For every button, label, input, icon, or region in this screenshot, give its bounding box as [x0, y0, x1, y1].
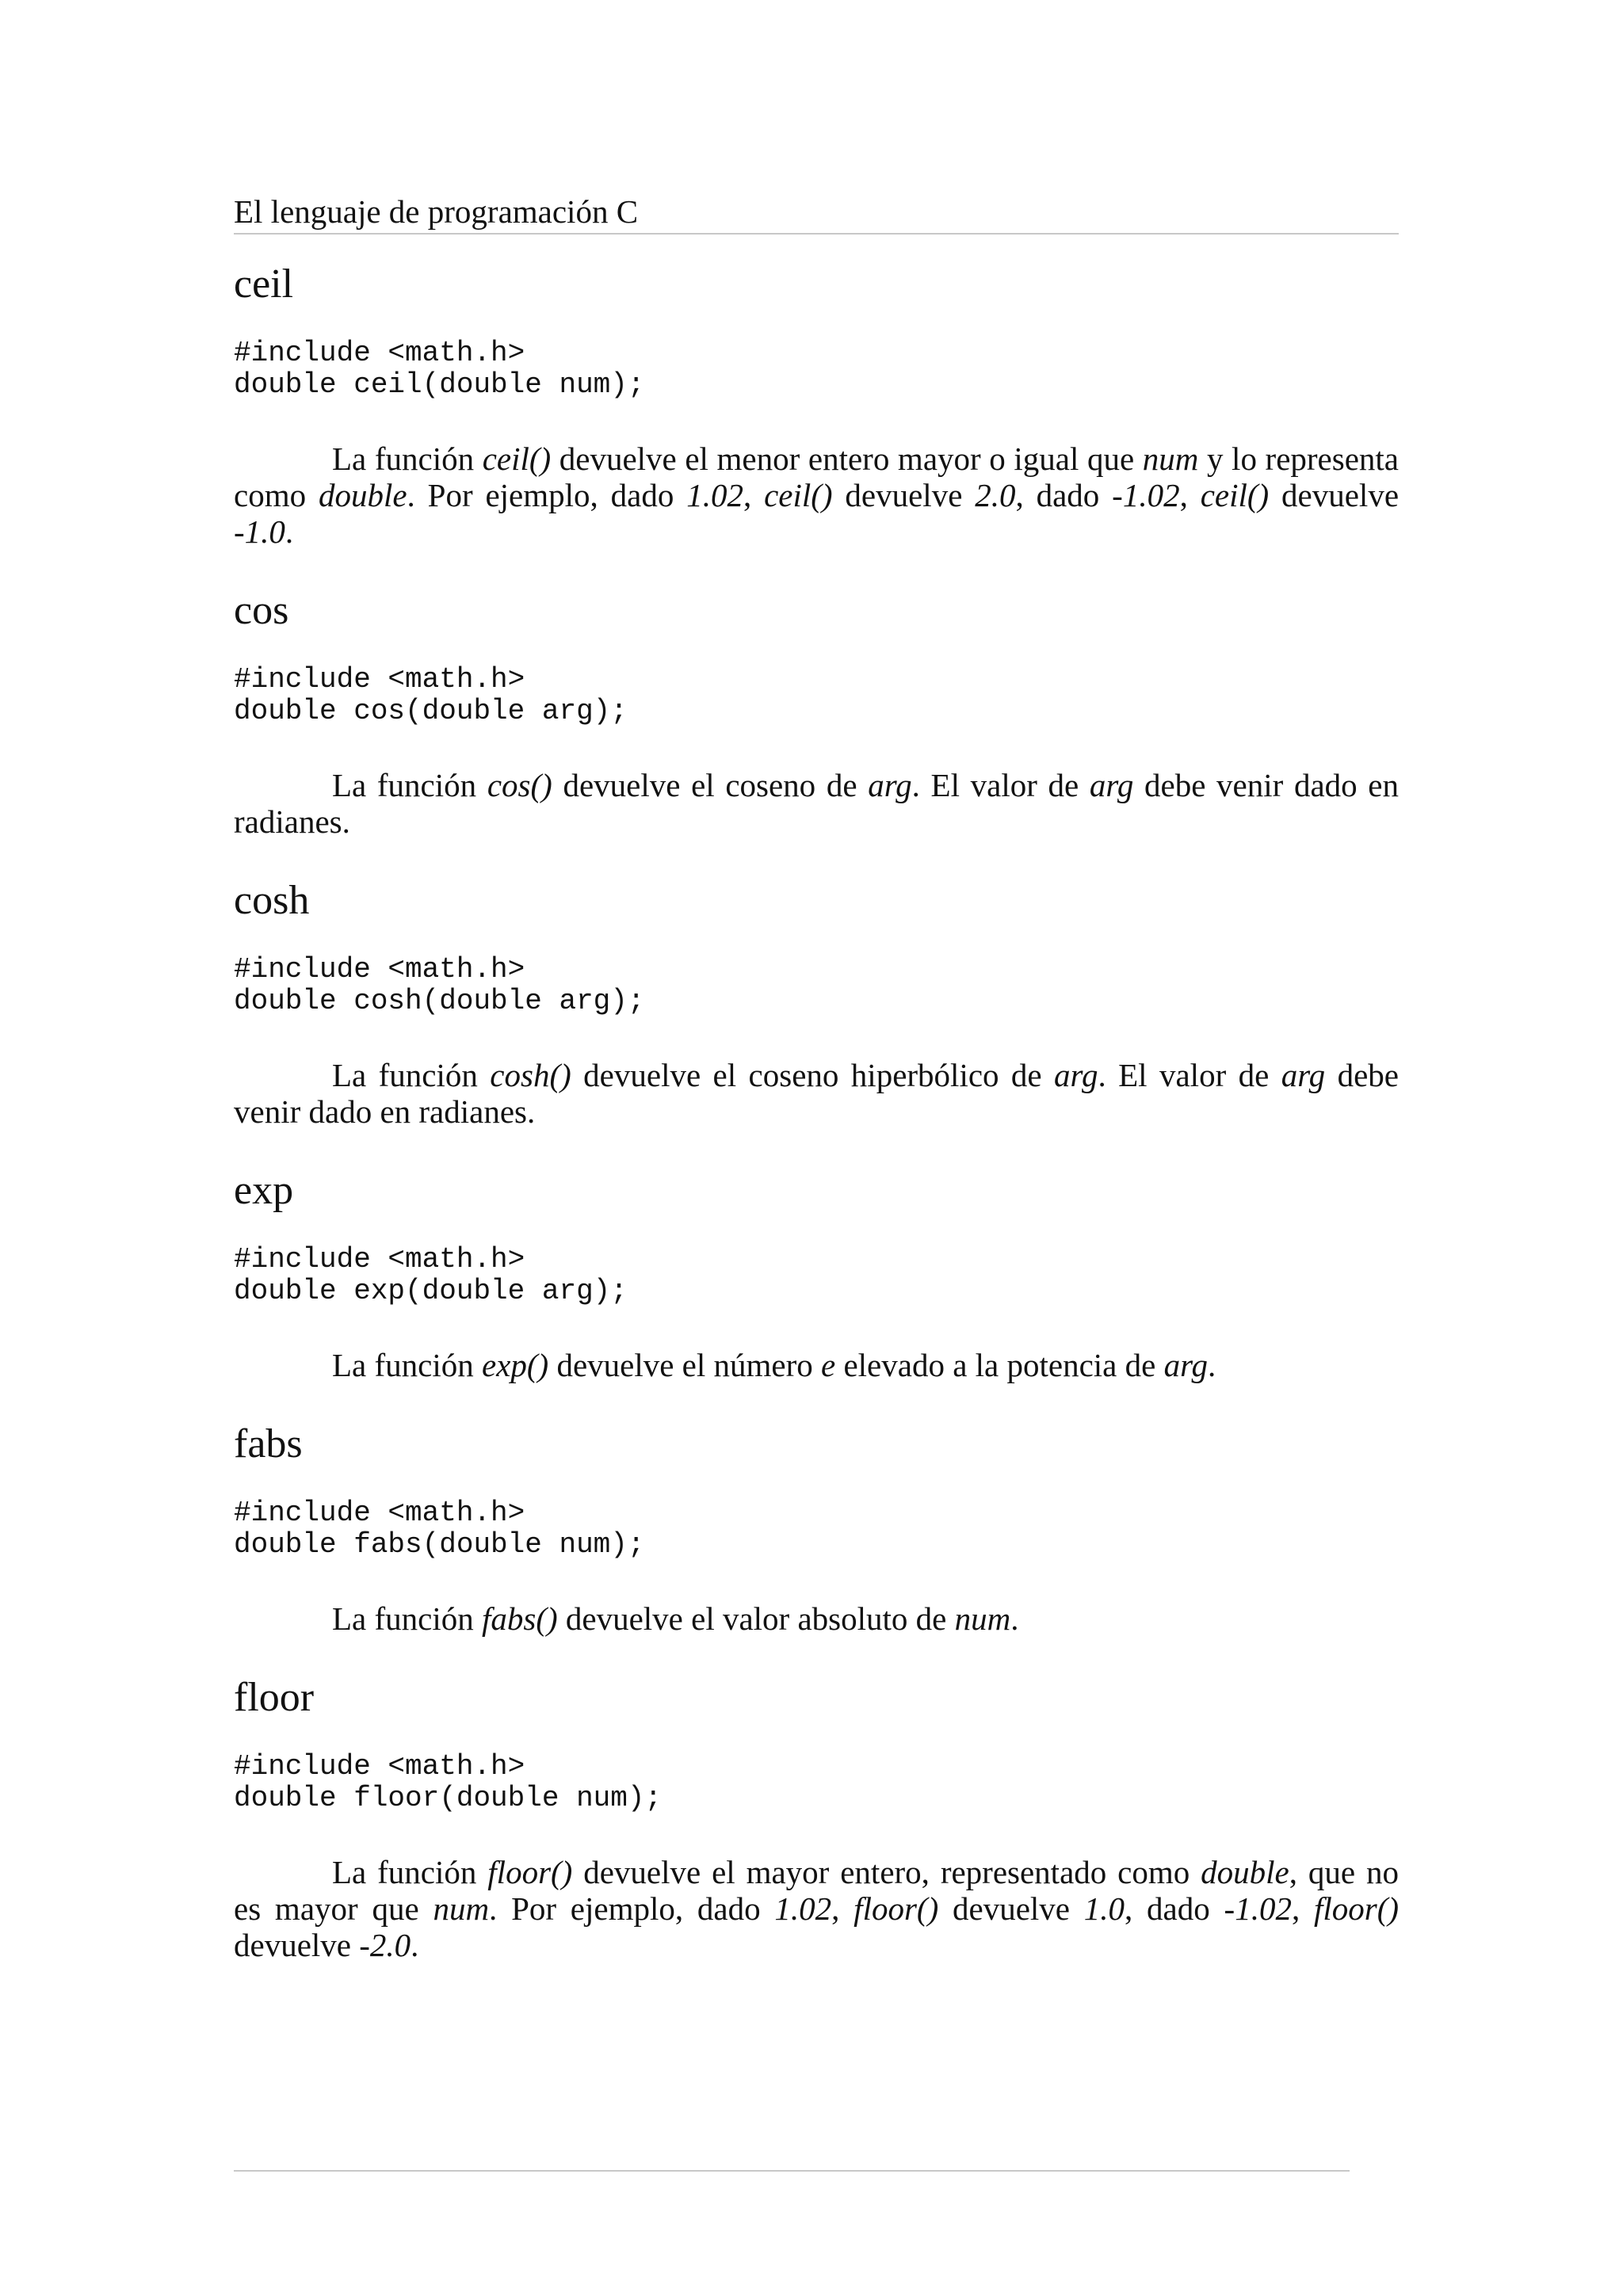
italic-term: floor() — [854, 1890, 939, 1927]
text-run: devuelve el mayor entero, representado como — [572, 1854, 1201, 1890]
text-run: La función — [332, 1057, 491, 1093]
document-page — [234, 0, 1399, 2296]
text-run: devuelve el número — [548, 1347, 822, 1383]
italic-term: floor() — [1313, 1890, 1400, 1927]
description-paragraph — [234, 1854, 1399, 1963]
text-run: devuelve - — [234, 1927, 370, 1963]
italic-term: 1.02 — [1235, 1890, 1292, 1927]
italic-term: arg — [1089, 767, 1134, 803]
section-title: fabs — [234, 1421, 303, 1466]
italic-term: double — [1201, 1854, 1289, 1890]
italic-term: 1.0 — [244, 513, 285, 550]
section-title: floor — [234, 1675, 315, 1720]
code-line: #include <math.h> — [234, 953, 525, 986]
code-line: double floor(double num); — [234, 1782, 663, 1814]
text-run: , — [831, 1890, 854, 1927]
description-paragraph — [234, 767, 1399, 840]
italic-term: 1.02 — [774, 1890, 832, 1927]
italic-term: ceil() — [482, 441, 552, 477]
italic-term: exp() — [481, 1347, 549, 1383]
description-paragraph — [234, 1347, 1399, 1383]
text-run: , dado - — [1125, 1890, 1235, 1927]
code-block — [234, 954, 1399, 1017]
text-run: devuelve - — [234, 477, 1400, 550]
italic-term: arg — [1281, 1057, 1326, 1093]
code-line: #include <math.h> — [234, 1243, 525, 1276]
italic-term: num — [954, 1600, 1011, 1637]
function-section-floor — [234, 1672, 1399, 1963]
code-line: #include <math.h> — [234, 663, 525, 696]
code-line: double ceil(double num); — [234, 368, 645, 401]
italic-term: 1.02 — [686, 477, 743, 513]
italic-term: arg — [1054, 1057, 1098, 1093]
section-title: ceil — [234, 261, 294, 307]
italic-term: fabs() — [481, 1600, 558, 1637]
function-section-cos — [234, 585, 1399, 840]
description-paragraph — [234, 1057, 1399, 1130]
italic-term: cos() — [487, 767, 552, 803]
text-run: elevado a la potencia de — [835, 1347, 1164, 1383]
code-line: double exp(double arg); — [234, 1275, 628, 1307]
italic-term: arg — [1163, 1347, 1209, 1383]
italic-term: floor() — [487, 1854, 573, 1890]
code-block — [234, 1497, 1399, 1561]
function-section-ceil — [234, 258, 1399, 550]
code-block — [234, 1751, 1399, 1814]
function-section-cosh — [234, 875, 1399, 1130]
italic-term: arg — [868, 767, 912, 803]
text-run: y lo representa como — [234, 441, 1399, 513]
text-run: debe venir dado en radianes. — [234, 1057, 1399, 1130]
text-run: . — [1010, 1600, 1019, 1637]
text-run: devuelve el valor absoluto de — [557, 1600, 955, 1637]
text-run: devuelve el coseno de — [552, 767, 869, 803]
text-run: devuelve — [938, 1890, 1084, 1927]
italic-term: e — [821, 1347, 836, 1383]
code-line: #include <math.h> — [234, 1750, 525, 1783]
text-run: devuelve el coseno hiperbólico de — [571, 1057, 1055, 1093]
code-block — [234, 1244, 1399, 1307]
section-title: cosh — [234, 878, 310, 923]
code-block — [234, 338, 1399, 401]
italic-term: num — [1142, 441, 1199, 477]
code-line: double fabs(double num); — [234, 1528, 645, 1561]
italic-term: 1.0 — [1083, 1890, 1125, 1927]
code-block — [234, 664, 1399, 727]
function-section-exp — [234, 1165, 1399, 1383]
section-title: cos — [234, 588, 289, 633]
italic-term: 2.0 — [975, 477, 1016, 513]
text-run: La función — [332, 1347, 482, 1383]
text-run: . — [285, 513, 294, 550]
text-run: devuelve — [832, 477, 976, 513]
text-run: La función — [332, 1854, 488, 1890]
text-run: , — [1291, 1890, 1314, 1927]
page-content — [234, 258, 1399, 1998]
italic-term: 2.0 — [369, 1927, 411, 1963]
italic-term: ceil() — [1200, 477, 1270, 513]
text-run: . El valor de — [1098, 1057, 1281, 1093]
text-run: . — [411, 1927, 419, 1963]
description-paragraph — [234, 1600, 1399, 1637]
function-section-fabs — [234, 1418, 1399, 1637]
footer-rule — [234, 2170, 1350, 2172]
running-header: El lenguaje de programación C — [234, 192, 1399, 235]
code-line: #include <math.h> — [234, 1497, 525, 1529]
code-line: double cosh(double arg); — [234, 985, 645, 1017]
text-run: , dado - — [1015, 477, 1123, 513]
code-line: double cos(double arg); — [234, 695, 628, 727]
italic-term: 1.02 — [1122, 477, 1180, 513]
text-run: , que no es mayor que — [234, 1854, 1399, 1927]
text-run: . Por ejemplo, dado — [489, 1890, 775, 1927]
text-run: . Por ejemplo, dado — [407, 477, 687, 513]
text-run: La función — [332, 441, 483, 477]
text-run: , — [743, 477, 765, 513]
text-run: La función — [332, 1600, 482, 1637]
section-title: exp — [234, 1168, 294, 1213]
text-run: debe venir dado en radianes. — [234, 767, 1400, 840]
text-run: , — [1179, 477, 1201, 513]
description-paragraph — [234, 441, 1399, 550]
italic-term: num — [433, 1890, 490, 1927]
code-line: #include <math.h> — [234, 337, 525, 369]
text-run: . — [1208, 1347, 1216, 1383]
italic-term: double — [318, 477, 407, 513]
text-run: La función — [332, 767, 487, 803]
italic-term: ceil() — [764, 477, 833, 513]
text-run: devuelve el menor entero mayor o igual que — [551, 441, 1143, 477]
italic-term: cosh() — [490, 1057, 571, 1093]
text-run: . El valor de — [911, 767, 1090, 803]
